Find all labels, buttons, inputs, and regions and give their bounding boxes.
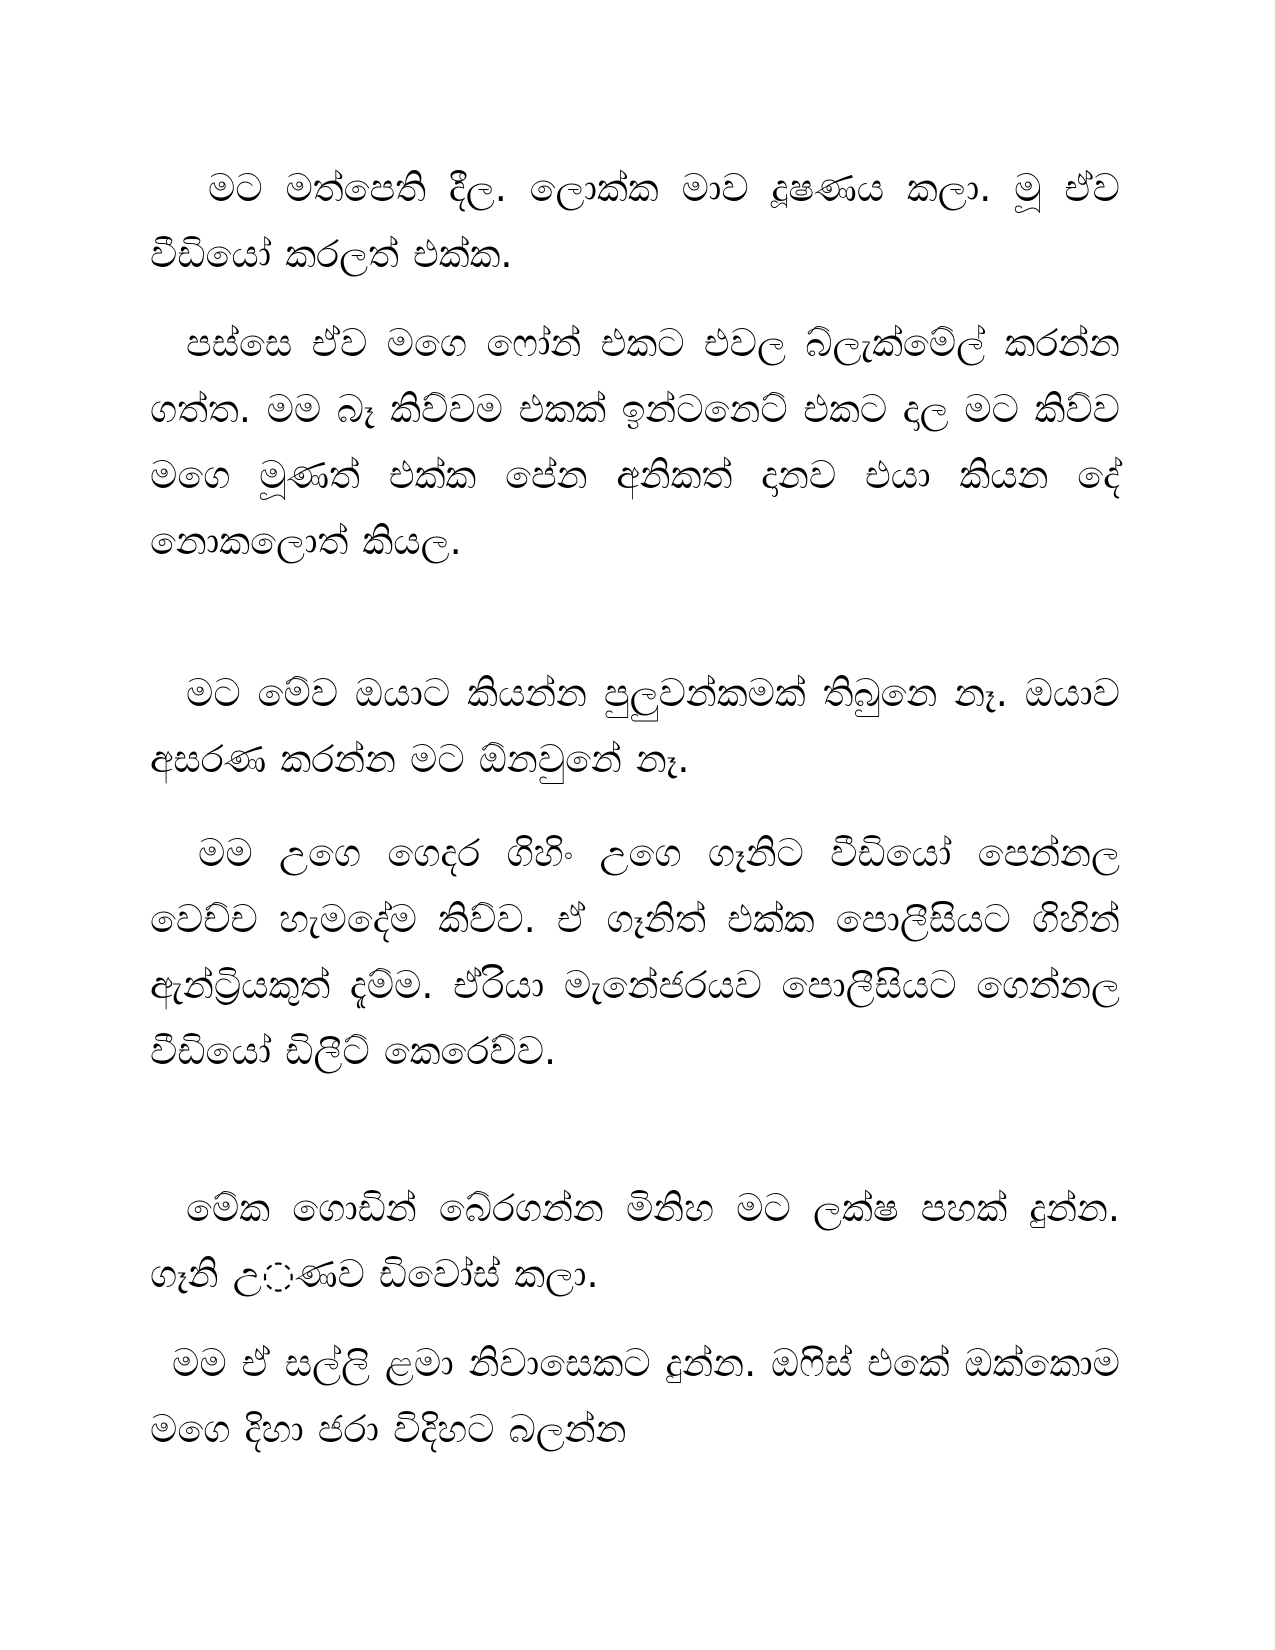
paragraph-5: මේක ගොඩින් බේරගන්න මිනිහ මට ලක්ෂ පහක් දුන්න. ගෑනි උ◌ණව ඩිවෝස් කලා. xyxy=(150,1186,1120,1296)
paragraph-1: මට මත්පෙති දීල. ලොක්ක මාව දූෂණය කලා. මූ ඒව වීඩියෝ කරලත් එක්ක. xyxy=(150,166,1120,276)
paragraph-4: මම උගෙ ගෙදර ගිහිං උගෙ ගෑනිට වීඩියෝ පෙන්නල වෙච්ච හැමදේම කිව්ව. ඒ ගෑනිත් එක්ක පොලීසියට ගිහින් ඇන්ට්‍රියකුත් දැම්ම. ඒරියා මැනේජරයව පොලීසියට ගෙන්නල වීඩියෝ ඩිලීට් කෙරෙව්ව. xyxy=(150,831,1120,1073)
paragraph-6: මම ඒ සල්ලි ළමා නිවාසෙකට දුන්න. ඔෆිස් එකේ ඔක්කොම මගෙ දිහා ජරා විදිහට බලන්න xyxy=(150,1341,1120,1451)
paragraph-3: මට මේව ඔයාට කියන්න පුලුවන්කමක් තිබුනෙ නෑ. ඔයාව අසරණ කරන්න මට ඕනවුනේ නෑ. xyxy=(150,671,1120,781)
paragraph-2: පස්සෙ ඒව මගෙ ෆෝන් එකට එවල බ්ලැක්මේල් කරන්න ගත්ත. මම බෑ කිව්වම එකක් ඉන්ටනෙට් එකට දාල මට කිව්ව මගෙ මූණත් එක්ක පේන අනිකත් දානව එයා කියන දේ නොකලොත් කියල. xyxy=(150,321,1120,563)
